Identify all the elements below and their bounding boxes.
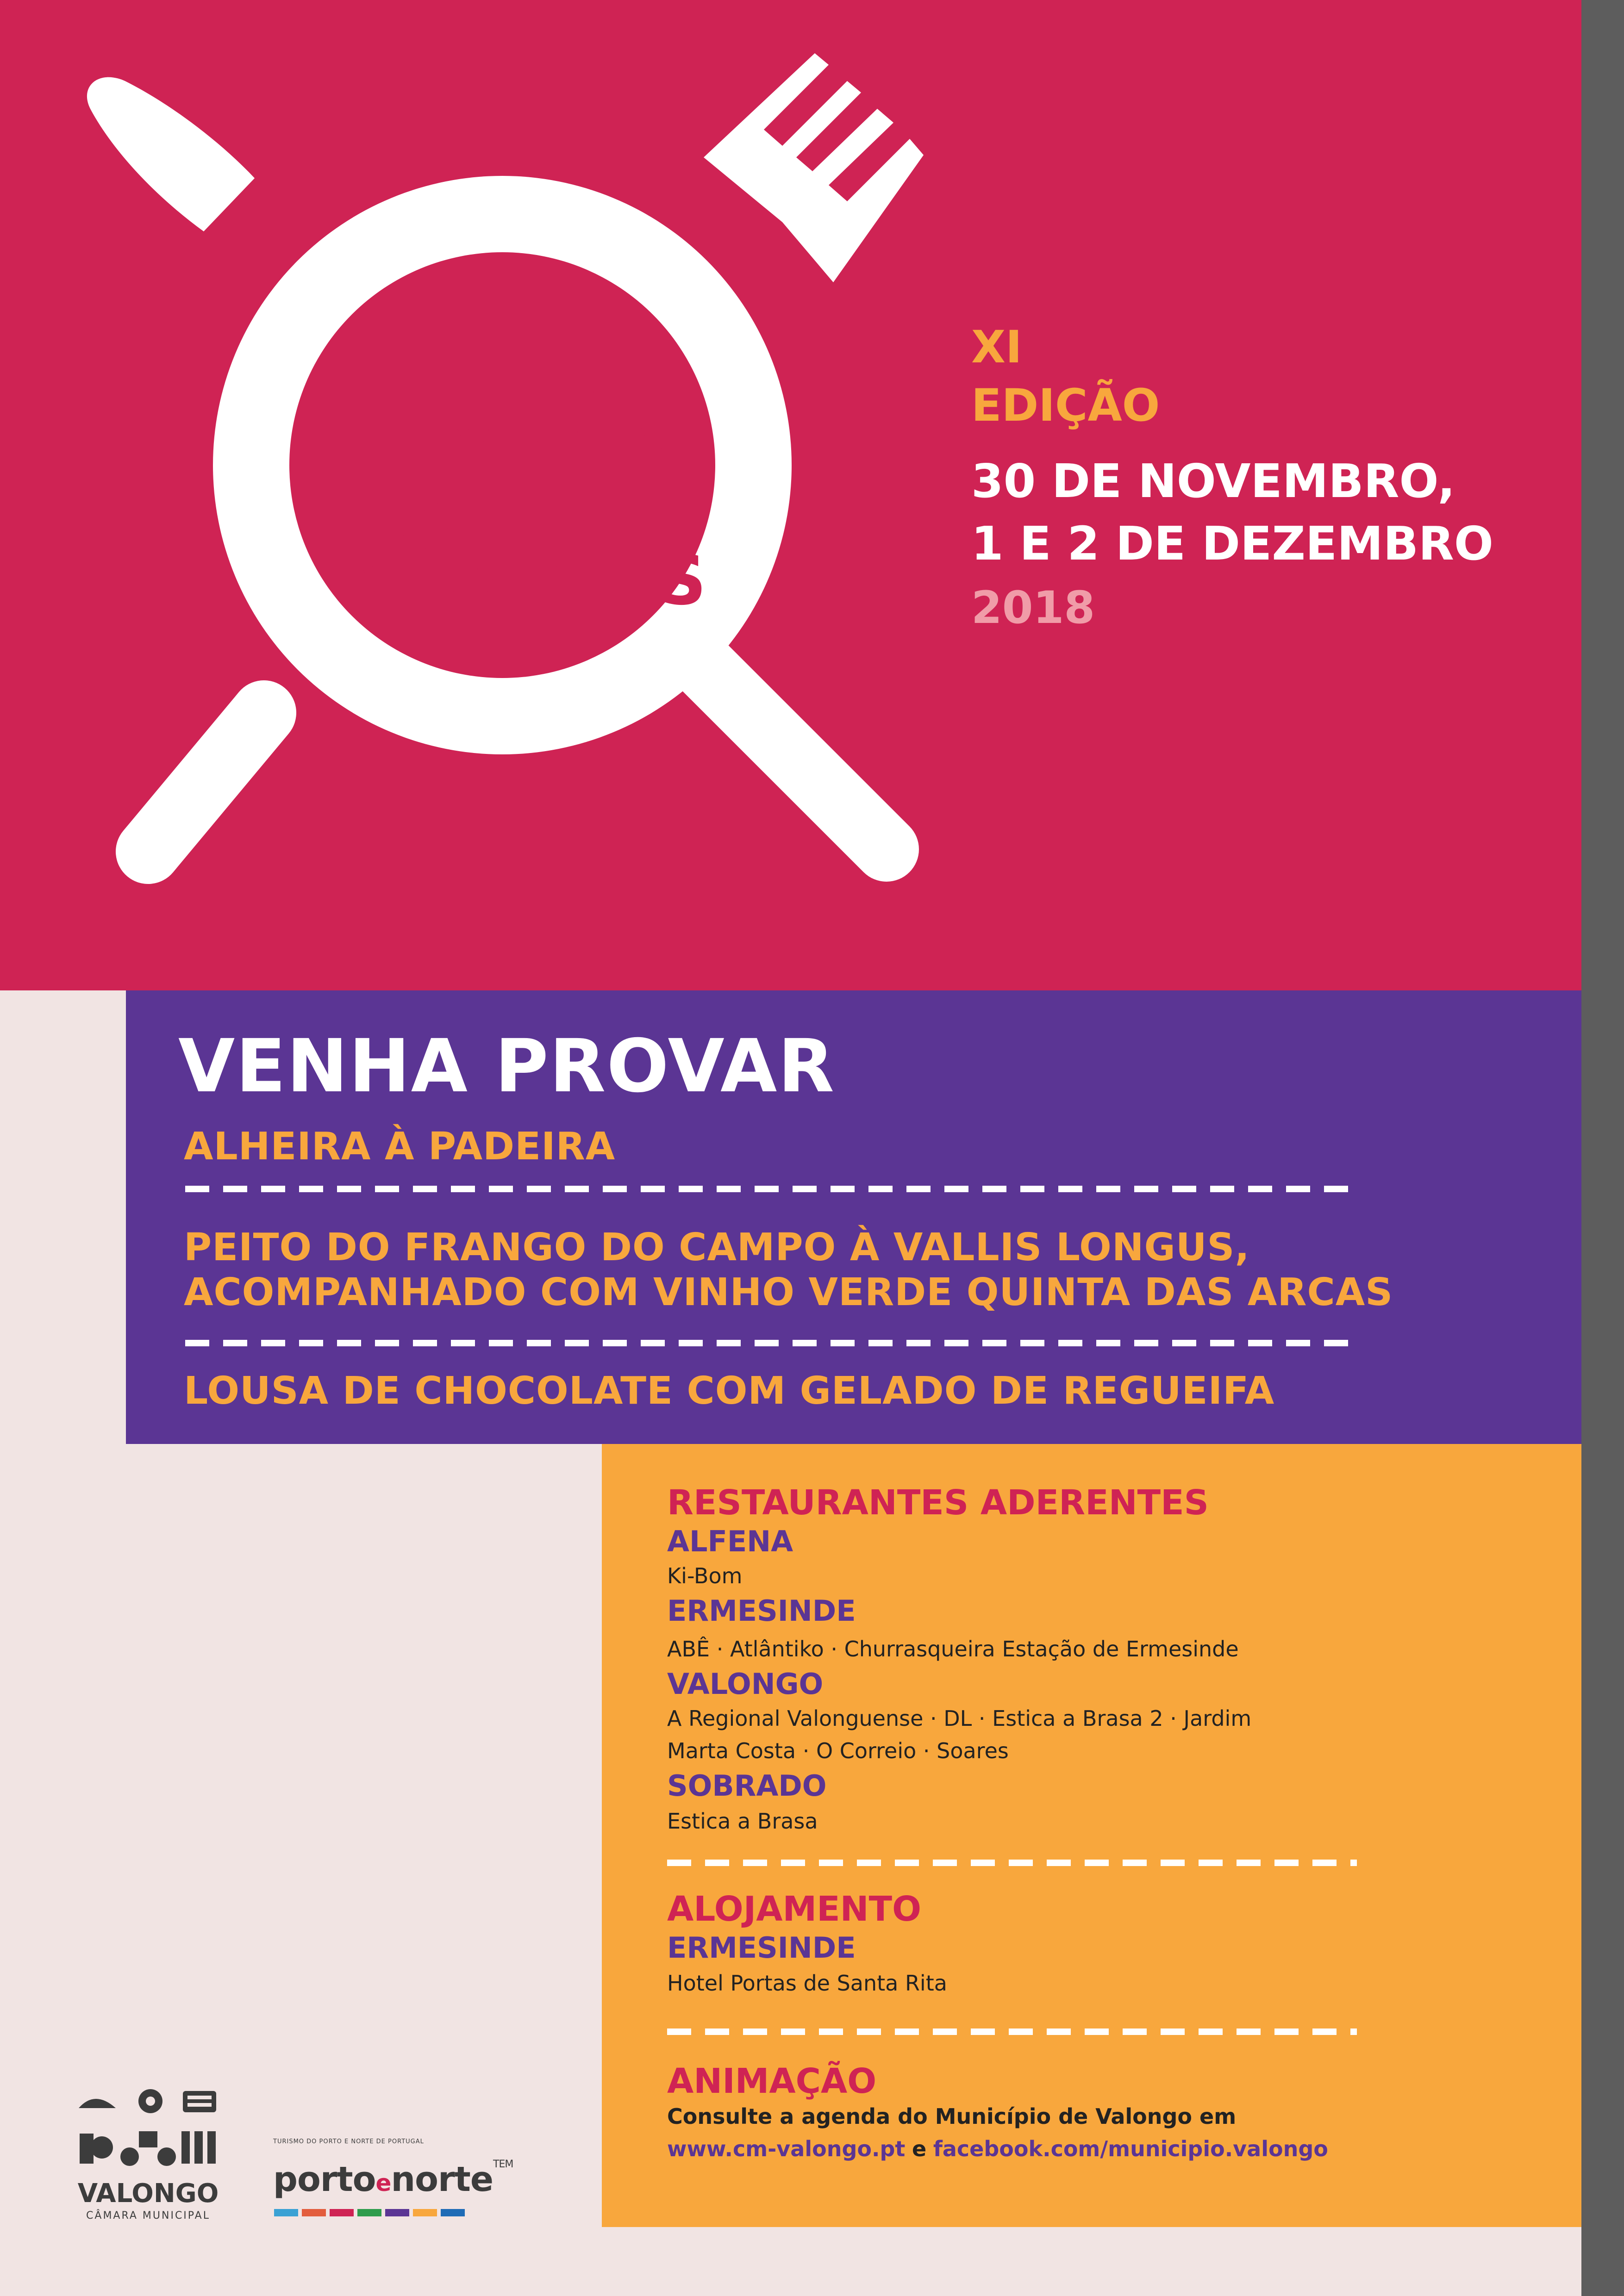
restaurant-list: Ki-Bom [667,1563,743,1588]
dish-item: ALHEIRA À PADEIRA [184,1125,616,1169]
logo-text-line2: SEMANA [345,402,667,481]
knife-handle [694,657,887,849]
fork-handle [148,713,264,852]
entertainment-title: ANIMAÇÃO [667,2061,877,2101]
logo-text-line4: NÓMICOS [345,541,706,620]
pn-part2: e [375,2170,391,2196]
town-name: SOBRADO [667,1769,827,1803]
knife-blade [87,77,255,231]
divider [667,2028,1357,2035]
dish-item: ACOMPANHADO COM VINHO VERDE QUINTA DAS ARCAS [184,1270,1393,1314]
edition-year: 2018 [971,582,1095,634]
link-joiner: e [912,2136,927,2161]
valongo-wordmark: VALONGO [77,2178,219,2209]
restaurants-title: RESTAURANTES ADERENTES [667,1483,1209,1523]
dish-item: LOUSA DE CHOCOLATE COM GELADO DE REGUEIFA [184,1369,1275,1413]
pn-color-segment [385,2209,409,2216]
website-link[interactable]: www.cm-valongo.pt [667,2136,906,2161]
town-name: ALFENA [667,1524,793,1558]
edition-dates-line2: 1 E 2 DE DEZEMBRO [971,516,1493,571]
lodging-list: Hotel Portas de Santa Rita [667,1971,947,1996]
divider [185,1340,1356,1346]
pn-color-segment [274,2209,298,2216]
porto-norte-tagline: TURISMO DO PORTO E NORTE DE PORTUGAL [273,2138,424,2145]
dish-item: PEITO DO FRANGO DO CAMPO À VALLIS LONGUS, [184,1226,1250,1269]
edition-label: EDIÇÃO [971,380,1160,431]
pn-part1: porto [273,2159,376,2199]
restaurant-list: ABÊ · Atlântiko · Churrasqueira Estação de Ermesinde [667,1636,1239,1661]
town-name: VALONGO [667,1667,824,1701]
pn-part3: norte [391,2159,493,2199]
entertainment-text: Consulte a agenda do Município de Valongo em [667,2104,1237,2129]
facebook-link[interactable]: facebook.com/municipio.valongo [933,2136,1328,2161]
restaurant-list: Estica a Brasa [667,1809,818,1834]
porto-norte-logo [273,2159,513,2199]
pn-color-segment [330,2209,354,2216]
pn-color-segment [413,2209,437,2216]
restaurant-list: A Regional Valonguense · DL · Estica a Brasa 2 · Jardim [667,1706,1252,1731]
town-name: ERMESINDE [667,1931,856,1965]
logo-text-line1: FINS DE [345,342,645,421]
pn-color-segment [441,2209,465,2216]
fork-head [704,53,924,282]
pn-trademark: TEM [493,2159,513,2170]
pn-color-segment [357,2209,381,2216]
edition-number: XI [971,321,1022,373]
restaurant-list: Marta Costa · O Correio · Soares [667,1738,1009,1763]
side-stripe [1581,0,1624,2296]
divider [667,1860,1357,1866]
valongo-subtitle: CÂMARA MUNICIPAL [86,2210,210,2221]
town-name: ERMESINDE [667,1594,856,1628]
porto-norte-color-bar [274,2209,468,2216]
logo-text-line3: GASTRO [345,480,656,560]
divider [185,1186,1356,1192]
lodging-title: ALOJAMENTO [667,1889,922,1929]
tasting-title: VENHA PROVAR [178,1024,835,1109]
entertainment-links [667,2138,1328,2159]
edition-dates-line1: 30 DE NOVEMBRO, [971,454,1455,508]
valongo-heraldic-icons [74,2087,222,2175]
pn-color-segment [302,2209,326,2216]
